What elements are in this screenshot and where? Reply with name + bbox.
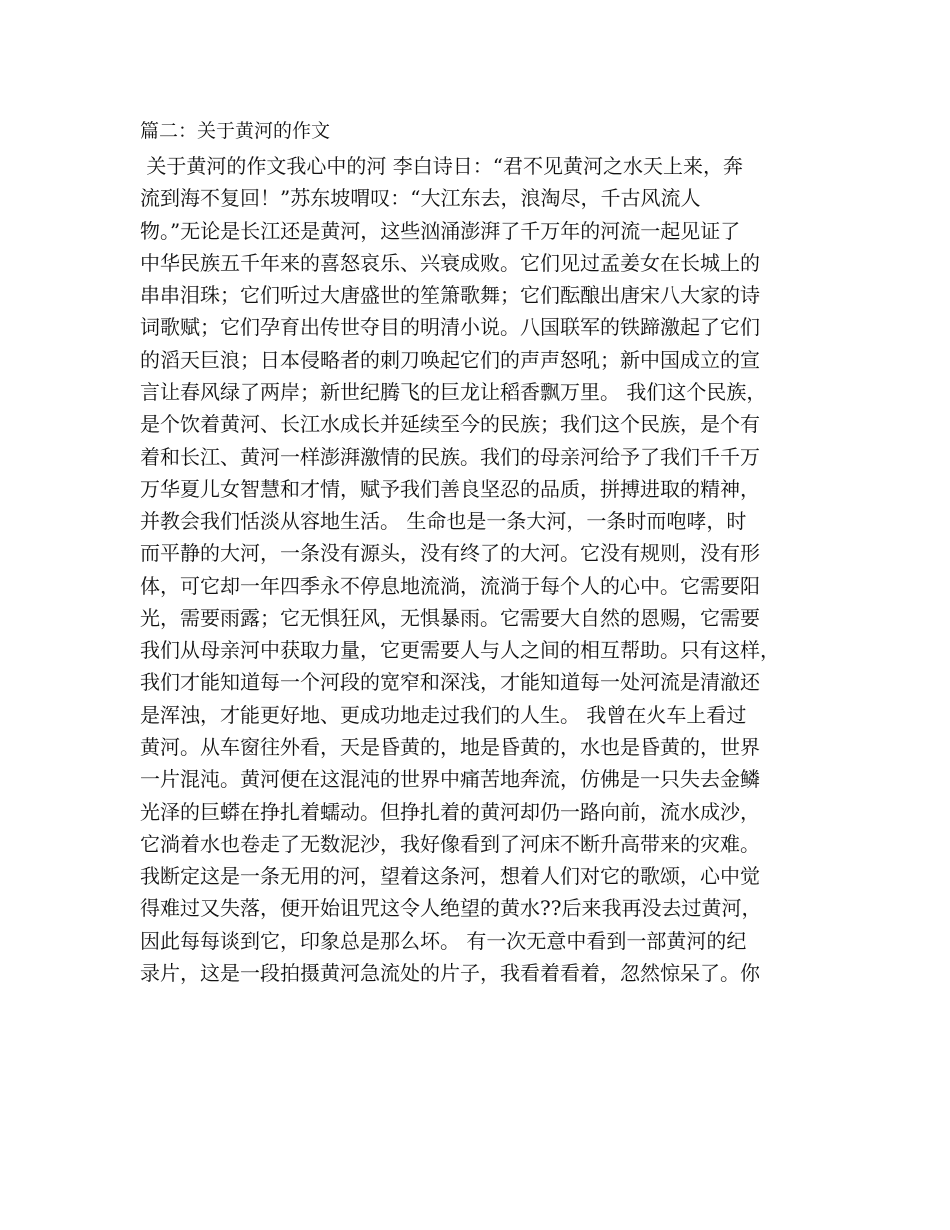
body-line: 得难过又失落，便开始诅咒这令人绝望的黄水??后来我再没去过黄河， <box>140 896 762 921</box>
body-line: 是浑浊，才能更好地、更成功地走过我们的人生。 我曾在火车上看过 <box>140 702 747 727</box>
body-line: 而平静的大河，一条没有源头，没有终了的大河。它没有规则，没有形 <box>140 541 760 566</box>
body-line: 光，需要雨露；它无惧狂风，无惧暴雨。它需要大自然的恩赐，它需要 <box>140 605 760 630</box>
body-line: 并教会我们恬淡从容地生活。 生命也是一条大河，一条时而咆哮，时 <box>140 509 747 534</box>
body-line: 关于黄河的作文我心中的河 李白诗日：“君不见黄河之水天上来，奔 <box>140 154 743 178</box>
body-line: 物。”无论是长江还是黄河，这些汹涌澎湃了千万年的河流一起见证了 <box>140 218 741 243</box>
body-line: 黄河。从车窗往外看，天是昏黄的，地是昏黄的，水也是昏黄的，世界 <box>140 735 760 760</box>
body-line: 录片，这是一段拍摄黄河急流处的片子，我看着看着，忽然惊呆了。你 <box>140 961 760 985</box>
document-title: 篇二：关于黄河的作文 <box>140 120 331 142</box>
body-line: 我们从母亲河中获取力量，它更需要人与人之间的相互帮助。只有这样， <box>140 638 780 663</box>
body-line: 是个饮着黄河、长江水成长并延续至今的民族；我们这个民族，是个有 <box>140 412 760 437</box>
body-line: 流到海不复回！”苏东坡喟叹：“大江东去，浪淘尽，千古风流人 <box>140 186 701 211</box>
body-line: 光泽的巨蟒在挣扎着蠕动。但挣扎着的黄河却仍一路向前，流水成沙， <box>140 799 760 824</box>
body-line: 一片混沌。黄河便在这混沌的世界中痛苦地奔流，仿佛是一只失去金鳞 <box>140 767 760 792</box>
body-line: 因此每每谈到它，印象总是那么坏。 有一次无意中看到一部黄河的纪 <box>140 928 747 953</box>
body-line: 我断定这是一条无用的河，望着这条河，想着人们对它的歌颂，心中觉 <box>140 864 760 889</box>
body-line: 言让春风绿了两岸；新世纪腾飞的巨龙让稻香飘万里。 我们这个民族， <box>140 379 767 404</box>
body-line: 词歌赋；它们孕育出传世夺目的明清小说。八国联军的铁蹄激起了它们 <box>140 315 760 340</box>
body-line: 串串泪珠；它们听过大唐盛世的笙箫歌舞；它们酝酿出唐宋八大家的诗 <box>140 283 760 308</box>
body-line: 万华夏儿女智慧和才情，赋予我们善良坚忍的品质，拼搏进取的精神， <box>140 476 760 501</box>
body-line: 的滔天巨浪；日本侵略者的刺刀唤起它们的声声怒吼；新中国成立的宣 <box>140 347 760 372</box>
body-line: 我们才能知道每一个河段的宽窄和深浅，才能知道每一处河流是清澈还 <box>140 670 760 695</box>
body-line: 体，可它却一年四季永不停息地流淌，流淌于每个人的心中。它需要阳 <box>140 573 760 598</box>
body-line: 着和长江、黄河一样澎湃激情的民族。我们的母亲河给予了我们千千万 <box>140 444 760 469</box>
body-line: 它淌着水也卷走了无数泥沙，我好像看到了河床不断升高带来的灾难。 <box>140 831 760 856</box>
body-line: 中华民族五千年来的喜怒哀乐、兴衰成败。它们见过孟姜女在长城上的 <box>140 250 760 275</box>
